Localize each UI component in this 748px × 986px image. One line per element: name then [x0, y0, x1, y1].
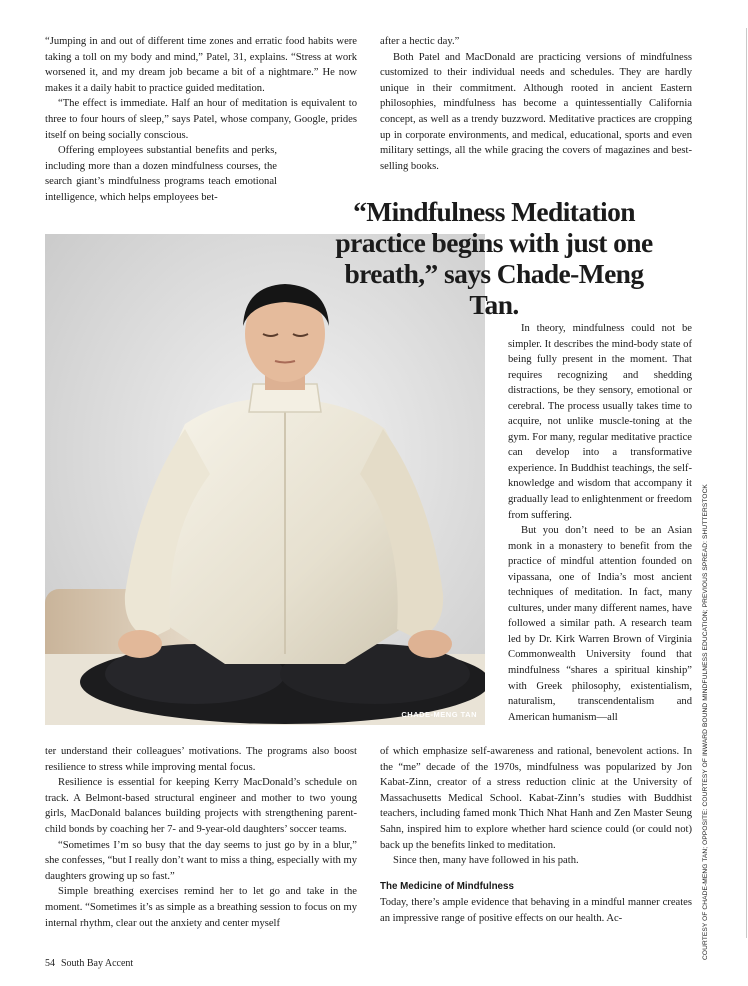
paragraph: Today, there’s ample evidence that behaving in a mindful manner creates an impressive range of positive effects on our health. Ac- [380, 897, 692, 924]
paragraph: ter understand their colleagues’ motivations. The programs also boost resilience to stress while improving mental focus. [45, 746, 357, 773]
paragraph: “Sometimes I’m so busy that the day seems to just go by in a blur,” she confesses, “but I really don’t want to miss a thing, especially with my daughters growing up so fast.” [45, 839, 357, 882]
right-column-bottom [380, 744, 692, 927]
publication-name: South Bay Accent [61, 958, 134, 969]
paragraph: Simple breathing exercises remind her to let go and take in the moment. “Sometimes it’s as simple as a breathing session to focus on my internal rhythm, clear out the anxiety and center myself [45, 886, 357, 929]
page-number: 54 [45, 958, 55, 969]
pull-quote: “Mindfulness Meditation practice begins with just one breath,” says Chade-Meng Tan. [335, 196, 653, 320]
paragraph: after a hectic day.” [380, 36, 460, 47]
paragraph: Resilience is essential for keeping Kerry MacDonald’s schedule on track. A Belmont-based structural engineer and mother to two young girls, MacDonald balances building projects with strengthening parent-child bonds by coaching her 7- and 9-year-old daughters’ soccer teams. [45, 777, 357, 835]
paragraph: Offering employees substantial benefits and perks, including more than a dozen mindfulness courses, the search giant’s mindfulness programs teach emotional intelligence, which helps employees bet- [45, 145, 277, 203]
folio [45, 958, 139, 969]
narrow-column [508, 321, 692, 725]
paragraph: Both Patel and MacDonald are practicing versions of mindfulness customized to their individual needs and schedules. They are hardly unique in their commitment. Although rooted in ancient Eastern philosophies, mindfulness has become a quintessentially California concept, as well as a trendy buzzword. Meditative practices are cropping up in corporate environments, and medical, educational, sports and even military settings, all the while gracing the covers of magazines and best-selling books. [380, 51, 692, 172]
right-column-top [380, 34, 692, 174]
left-column-bottom [45, 744, 357, 931]
paragraph: “The effect is immediate. Half an hour of meditation is equivalent to three to four hours of sleep,” says Patel, whose company, Google, prides itself on being socially conscious. [45, 98, 357, 141]
left-column-top [45, 34, 357, 206]
section-subhead: The Medicine of Mindfulness [380, 880, 514, 892]
side-photo-credit: COURTESY OF CHADE-MENG TAN; OPPOSITE: COURTESY OF INWARD BOUND MINDFULNESS EDUCATION; PREVIOUS SPREAD: SHUTTERSTOCK [702, 484, 709, 960]
photo-credit: CHADE-MENG TAN [401, 710, 477, 719]
page-edge-rule [746, 28, 747, 938]
paragraph: But you don’t need to be an Asian monk in a monastery to benefit from the practice of mindful attention founded on vipassana, one of India’s most ancient techniques of meditation. In fact, many cultures, under many different names, have followed a similar path. A research team led by Dr. Kirk Warren Brown of Virginia Commonwealth University found that mindfulness “shares a spiritual kinship” with Greek philosophy, existentialism, naturalism, transcendentalism and American humanism—all [508, 525, 692, 723]
paragraph: In theory, mindfulness could not be simpler. It describes the mind-body state of being fully present in the moment. That requires recognizing and shedding distractions, be they sensory, emotional or cerebral. The process usually takes time to acquire, not unlike muscle-toning at the gym. For many, regular meditative practice can develop into a transformative experience. In Buddhist teachings, the self-knowledge and wisdom that accompany it gradually lead to enlightenment or freedom from suffering. [508, 323, 692, 521]
paragraph: of which emphasize self-awareness and rational, benevolent actions. In the “me” decade of the 1970s, mindfulness was popularized by Jon Kabat-Zinn, creator of a stress reduction clinic at the University of Massachusetts Medical School. Kabat-Zinn’s studies with Buddhist teachers, including famed monk Thich Nhat Hanh and Zen Master Seung Sahn, inspired him to explore whether hard science could (or could not) back up the benefits linked to meditation. [380, 746, 692, 851]
paragraph: “Jumping in and out of different time zones and erratic food habits were taking a toll on my body and mind,” Patel, 31, explains. “Stress at work worsened it, and my dream job became a bit of a nightmare.” He now makes it a daily habit to practice guided meditation. [45, 36, 357, 94]
paragraph: Since then, many have followed in his path. [393, 855, 579, 867]
